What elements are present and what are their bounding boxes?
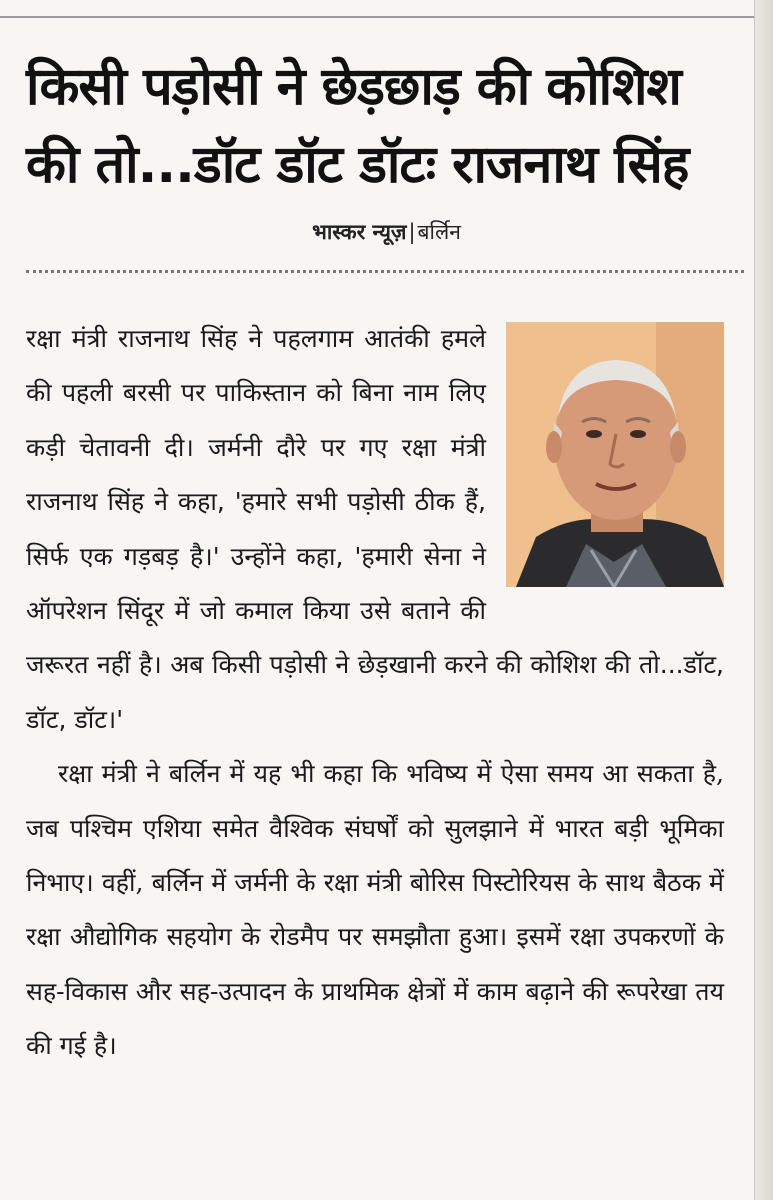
page-edge	[754, 0, 773, 1200]
byline-source: भास्कर न्यूज़	[312, 220, 407, 244]
paragraph-1-lead: रक्षा मंत्री राजनाथ सिंह ने पहलगाम आतंकी हमले की पहली बरसी पर पाकिस्तान को बिना नाम लिए कड़ी चेतावनी दी। जर्मनी दौरे पर गए रक्षा मंत्री राजनाथ सिंह ने कहा, 'हमारे सभी पड़ोसी ठीक हैं, सिर्फ एक गड़बड़ है।' उन्होंने कहा,	[26, 324, 486, 571]
dotted-divider	[26, 270, 744, 273]
article-body	[26, 312, 724, 1074]
byline-separator: |	[408, 220, 416, 244]
paragraph-2: रक्षा मंत्री ने बर्लिन में यह भी कहा कि भविष्य में ऐसा समय आ सकता है, जब पश्चिम एशिया समेत वैश्विक संघर्षों को सुलझाने में भारत बड़ी भूमिका निभाए। वहीं, बर्लिन में जर्मनी के रक्षा मंत्री बोरिस पिस्टोरियस के साथ बैठक में रक्षा औद्योगिक सहयोग के रोडमैप पर समझौता हुआ। इसमें रक्षा उपकरणों के सह-विकास और सह-उत्पादन के प्राथमिक क्षेत्रों में काम बढ़ाने की रूपरेखा तय की गई है।	[26, 759, 724, 1061]
byline-city: बर्लिन	[417, 220, 461, 244]
top-rule	[0, 0, 773, 18]
portrait-photo	[506, 322, 724, 587]
byline	[0, 218, 773, 246]
headline: किसी पड़ोसी ने छेड़छाड़ की कोशिश की तो...डॉट डॉट डॉटः राजनाथ सिंह	[26, 57, 689, 195]
paragraph-1-quote: 'हमारी सेना ने ऑपरेशन सिंदूर में जो कमाल किया उसे बताने की जरूरत नहीं है। अब किसी पड़ोसी ने छेड़खानी करने की कोशिश की तो...डॉट, डॉट, डॉट।'	[26, 541, 724, 734]
portrait-illustration	[506, 322, 724, 587]
